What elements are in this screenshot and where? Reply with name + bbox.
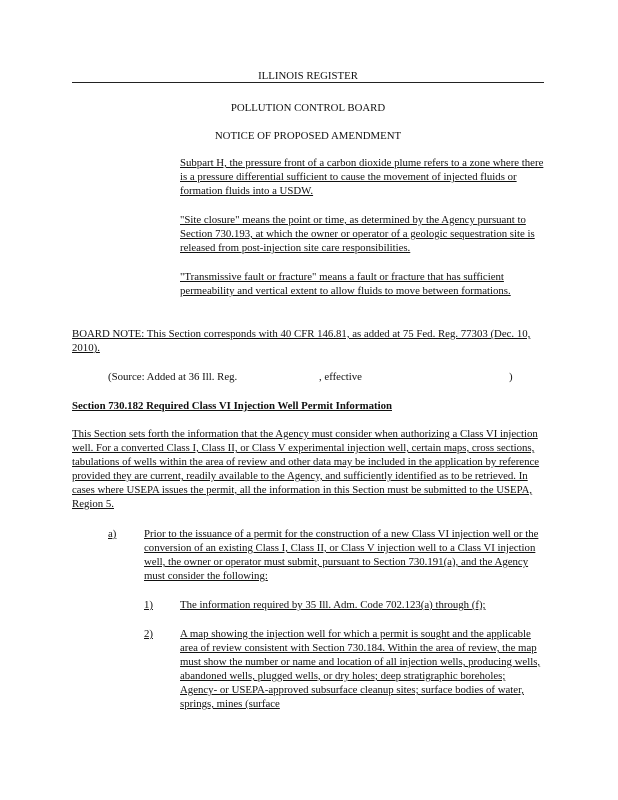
header-rule xyxy=(72,82,544,83)
source-close: ) xyxy=(509,371,513,383)
definition-site-closure: "Site closure" means the point or time, as determined by the Agency pursuant to Section 730.193, at which the owner or operator of a geologic sequestration site is released from post-injection site care responsibilities. xyxy=(180,214,535,254)
intro-paragraph: This Section sets forth the information that the Agency must consider when authorizing a Class VI injection well. For a converted Class I, Class II, or Class V experimental injection well, certain maps, cross sections, tabulations of wells within the area of review and other data may be included in the application by reference provided they are current, readily available to the Agency, and sufficiently identified as to be retrieved. In cases where USEPA issues the permit, all the information in this Section must be submitted to the USEPA, Region 5. xyxy=(72,428,540,510)
definition-transmissive-fault: "Transmissive fault or fracture" means a fault or fracture that has sufficient permeability and vertical extent to allow fluids to move between formations. xyxy=(180,271,511,297)
notice-title: NOTICE OF PROPOSED AMENDMENT xyxy=(214,130,402,142)
item-1-text: The information required by 35 Ill. Adm. Code 702.123(a) through (f); xyxy=(180,599,486,611)
register-title: ILLINOIS REGISTER xyxy=(258,70,358,82)
section-heading: Section 730.182 Required Class VI Injection Well Permit Information xyxy=(72,400,392,412)
source-prefix: (Source: Added at 36 Ill. Reg. xyxy=(108,371,238,383)
item-2-text: A map showing the injection well for which a permit is sought and the applicable area of review consistent with Section 730.184. Within the area of review, the map must show the number or name and location of all injection wells, producing wells, abandoned wells, plugged wells, or dry holes; deep stratigraphic boreholes; Agency- or USEPA-approved subsurface cleanup sites; surface bodies of water, springs, mines (surface xyxy=(180,628,541,710)
source-effective: , effective xyxy=(319,371,362,383)
item-2-label: 2) xyxy=(144,628,153,640)
board-note: BOARD NOTE: This Section corresponds with 40 CFR 146.81, as added at 75 Fed. Reg. 77303 (Dec. 10, 2010). xyxy=(72,328,531,354)
subsection-a-label: a) xyxy=(108,528,117,540)
item-1-label: 1) xyxy=(144,599,153,611)
definition-pressure-front: Subpart H, the pressure front of a carbon dioxide plume refers to a zone where there is a pressure differential sufficient to cause the movement of injected fluids or formation fluids into a USDW. xyxy=(180,157,544,197)
subsection-a-text: Prior to the issuance of a permit for the construction of a new Class VI injection well or the conversion of an existing Class I, Class II, or Class V injection well to a Class VI injection well, the owner or operator must submit, pursuant to Section 730.191(a), and the Agency must consider the following: xyxy=(144,528,539,582)
agency-title: POLLUTION CONTROL BOARD xyxy=(230,102,386,114)
